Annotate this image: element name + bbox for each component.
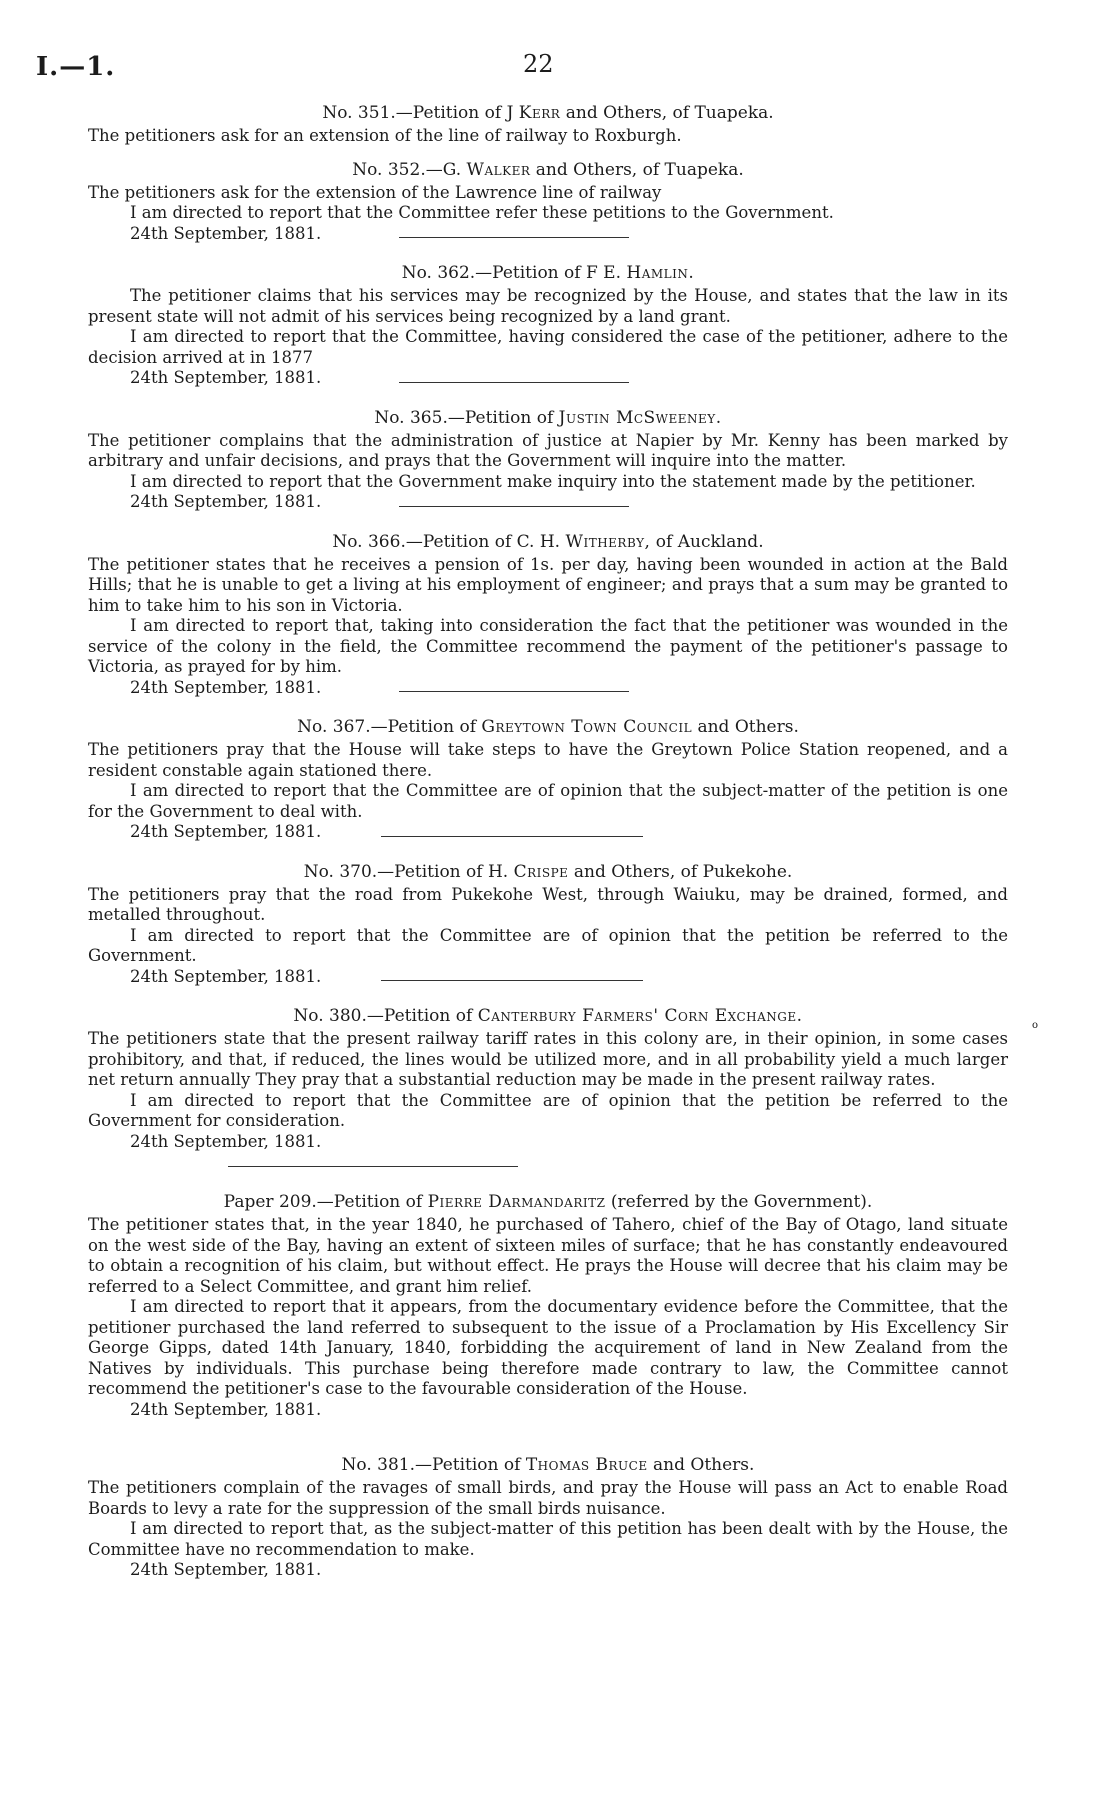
report-date: 24th September, 1881. bbox=[130, 492, 322, 511]
petition-370 bbox=[88, 861, 1008, 988]
petition-title: Paper 209.—Petition of Pierre Darmandaritz (referred by the Government). bbox=[223, 1192, 873, 1212]
section-divider bbox=[381, 836, 643, 837]
petition-summary: The petitioners pray that the road from Pukekohe West, through Waiuku, may be drained, formed, and metalled throughout. bbox=[88, 884, 1008, 924]
petition-title: No. 362.—Petition of F E. Hamlin. bbox=[401, 263, 695, 283]
section-divider bbox=[399, 382, 629, 383]
report-date: 24th September, 1881. bbox=[130, 1399, 322, 1419]
petition-title: No. 370.—Petition of H. Crispe and Others, of Pukekohe. bbox=[303, 861, 793, 882]
section-divider bbox=[399, 506, 629, 507]
series-reference: I.—1. bbox=[36, 52, 116, 82]
petition-365 bbox=[88, 407, 1008, 513]
document-body bbox=[88, 102, 1008, 1581]
petition-title: No. 352.—G. Walker and Others, of Tuapeka. bbox=[352, 159, 744, 180]
committee-report: I am directed to report that it appears, from the documentary evidence before the Committee, that the petitioner purchased the land referred to subsequent to the issue of a Proclamation by His Excellency Sir George Gipps, dated 14th January, 1840, forbidding the acquirement of land in New Zealand from the Natives by individuals. This purchase being therefore made contrary to law, the Committee cannot recommend the petitioner's case to the favourable consideration of the House. bbox=[88, 1297, 1008, 1398]
petition-summary: The petitioners ask for the extension of the Lawrence line of railway bbox=[88, 182, 662, 202]
section-divider bbox=[381, 980, 643, 981]
section-divider bbox=[399, 691, 629, 692]
committee-report: I am directed to report that the Committee are of opinion that the petition be referred to the Government for consideration. bbox=[88, 1090, 1008, 1130]
report-date: 24th September, 1881. bbox=[130, 677, 322, 697]
petition-title: No. 365.—Petition of Justin McSweeney. bbox=[374, 407, 722, 428]
petition-380 bbox=[88, 1005, 1008, 1167]
section-divider bbox=[228, 1166, 518, 1167]
petition-title: No. 366.—Petition of C. H. Witherby, of Auckland. bbox=[332, 531, 764, 552]
committee-report: I am directed to report that the Committee, having considered the case of the petitioner, adhere to the decision arrived at in 1877 bbox=[88, 327, 1008, 367]
report-date: 24th September, 1881. bbox=[130, 966, 322, 986]
report-date: 24th September, 1881. bbox=[130, 368, 322, 387]
section-divider bbox=[399, 237, 629, 238]
petition-362 bbox=[88, 262, 1008, 389]
committee-report: I am directed to report that, as the subject-matter of this petition has been dealt with by the House, the Committee have no recommendation to make. bbox=[88, 1519, 1008, 1559]
petition-title: No. 381.—Petition of Thomas Bruce and Others. bbox=[341, 1455, 755, 1475]
page-number: 22 bbox=[523, 50, 554, 78]
petition-title: No. 380.—Petition of Canterbury Farmers' Corn Exchange. bbox=[293, 1006, 803, 1026]
petition-366 bbox=[88, 531, 1008, 699]
committee-report: I am directed to report that the Government make inquiry into the statement made by the petitioner. bbox=[130, 471, 976, 491]
petition-paper-209 bbox=[88, 1191, 1008, 1420]
report-date: 24th September, 1881. bbox=[130, 822, 322, 841]
petition-summary: The petitioners state that the present railway tariff rates in this colony are, in their opinion, in some cases prohibitory, and that, if reduced, the lines would be utilized more, and in all probability yield a much larger net return annually They pray that a substantial reduction may be made in the present railway rates. bbox=[88, 1029, 1008, 1089]
petition-summary: The petitioner states that he receives a pension of 1s. per day, having been wounded in action at the Bald Hills; that he is unable to get a living at his employment of engineer; and prays that a sum may be granted to him to take him to his son in Victoria. bbox=[88, 554, 1008, 615]
report-date: 24th September, 1881. bbox=[130, 1131, 322, 1151]
report-date: 24th September, 1881. bbox=[130, 1560, 322, 1579]
petition-summary: The petitioners ask for an extension of the line of railway to Roxburgh. bbox=[88, 126, 682, 145]
petition-summary: The petitioner states that, in the year 1840, he purchased of Tahero, chief of the Bay of Otago, land situate on the west side of the Bay, having an extent of sixteen miles of surface; that he has constantly endeavoured to obtain a recognition of his claim, but without effect. He prays the House will decree that his claim may be referred to a Select Committee, and grant him relief. bbox=[88, 1215, 1008, 1296]
petition-summary: The petitioner complains that the administration of justice at Napier by Mr. Kenny has been marked by arbitrary and unfair decisions, and prays that the Government will inquire into the matter. bbox=[88, 430, 1008, 470]
committee-report: I am directed to report that the Committee are of opinion that the subject-matter of the petition is one for the Government to deal with. bbox=[88, 781, 1008, 821]
committee-report: I am directed to report that the Committee are of opinion that the petition be referred to the Government. bbox=[88, 925, 1008, 965]
committee-report: I am directed to report that the Committee refer these petitions to the Government. bbox=[130, 203, 834, 222]
petition-title: No. 367.—Petition of Greytown Town Council and Others. bbox=[297, 717, 799, 737]
committee-report: I am directed to report that, taking into consideration the fact that the petitioner was wounded in the service of the colony in the field, the Committee recommend the payment of the petitioner's passage to Victoria, as prayed for by him. bbox=[88, 616, 1008, 676]
report-date: 24th September, 1881. bbox=[130, 223, 322, 243]
petition-381 bbox=[88, 1454, 1008, 1581]
petition-367 bbox=[88, 716, 1008, 843]
petition-351 bbox=[88, 102, 1008, 147]
petition-summary: The petitioner claims that his services may be recognized by the House, and states that the law in its present state will not admit of his services being recognized by a land grant. bbox=[88, 286, 1008, 326]
petition-title: No. 351.—Petition of J Kerr and Others, of Tuapeka. bbox=[322, 103, 774, 123]
stray-mark: o bbox=[1032, 1020, 1039, 1031]
petition-352 bbox=[88, 159, 1008, 245]
petition-summary: The petitioners complain of the ravages of small birds, and pray the House will pass an Act to enable Road Boards to levy a rate for the suppression of the small birds nuisance. bbox=[88, 1478, 1008, 1518]
petition-summary: The petitioners pray that the House will take steps to have the Greytown Police Station reopened, and a resident constable again stationed there. bbox=[88, 740, 1008, 780]
